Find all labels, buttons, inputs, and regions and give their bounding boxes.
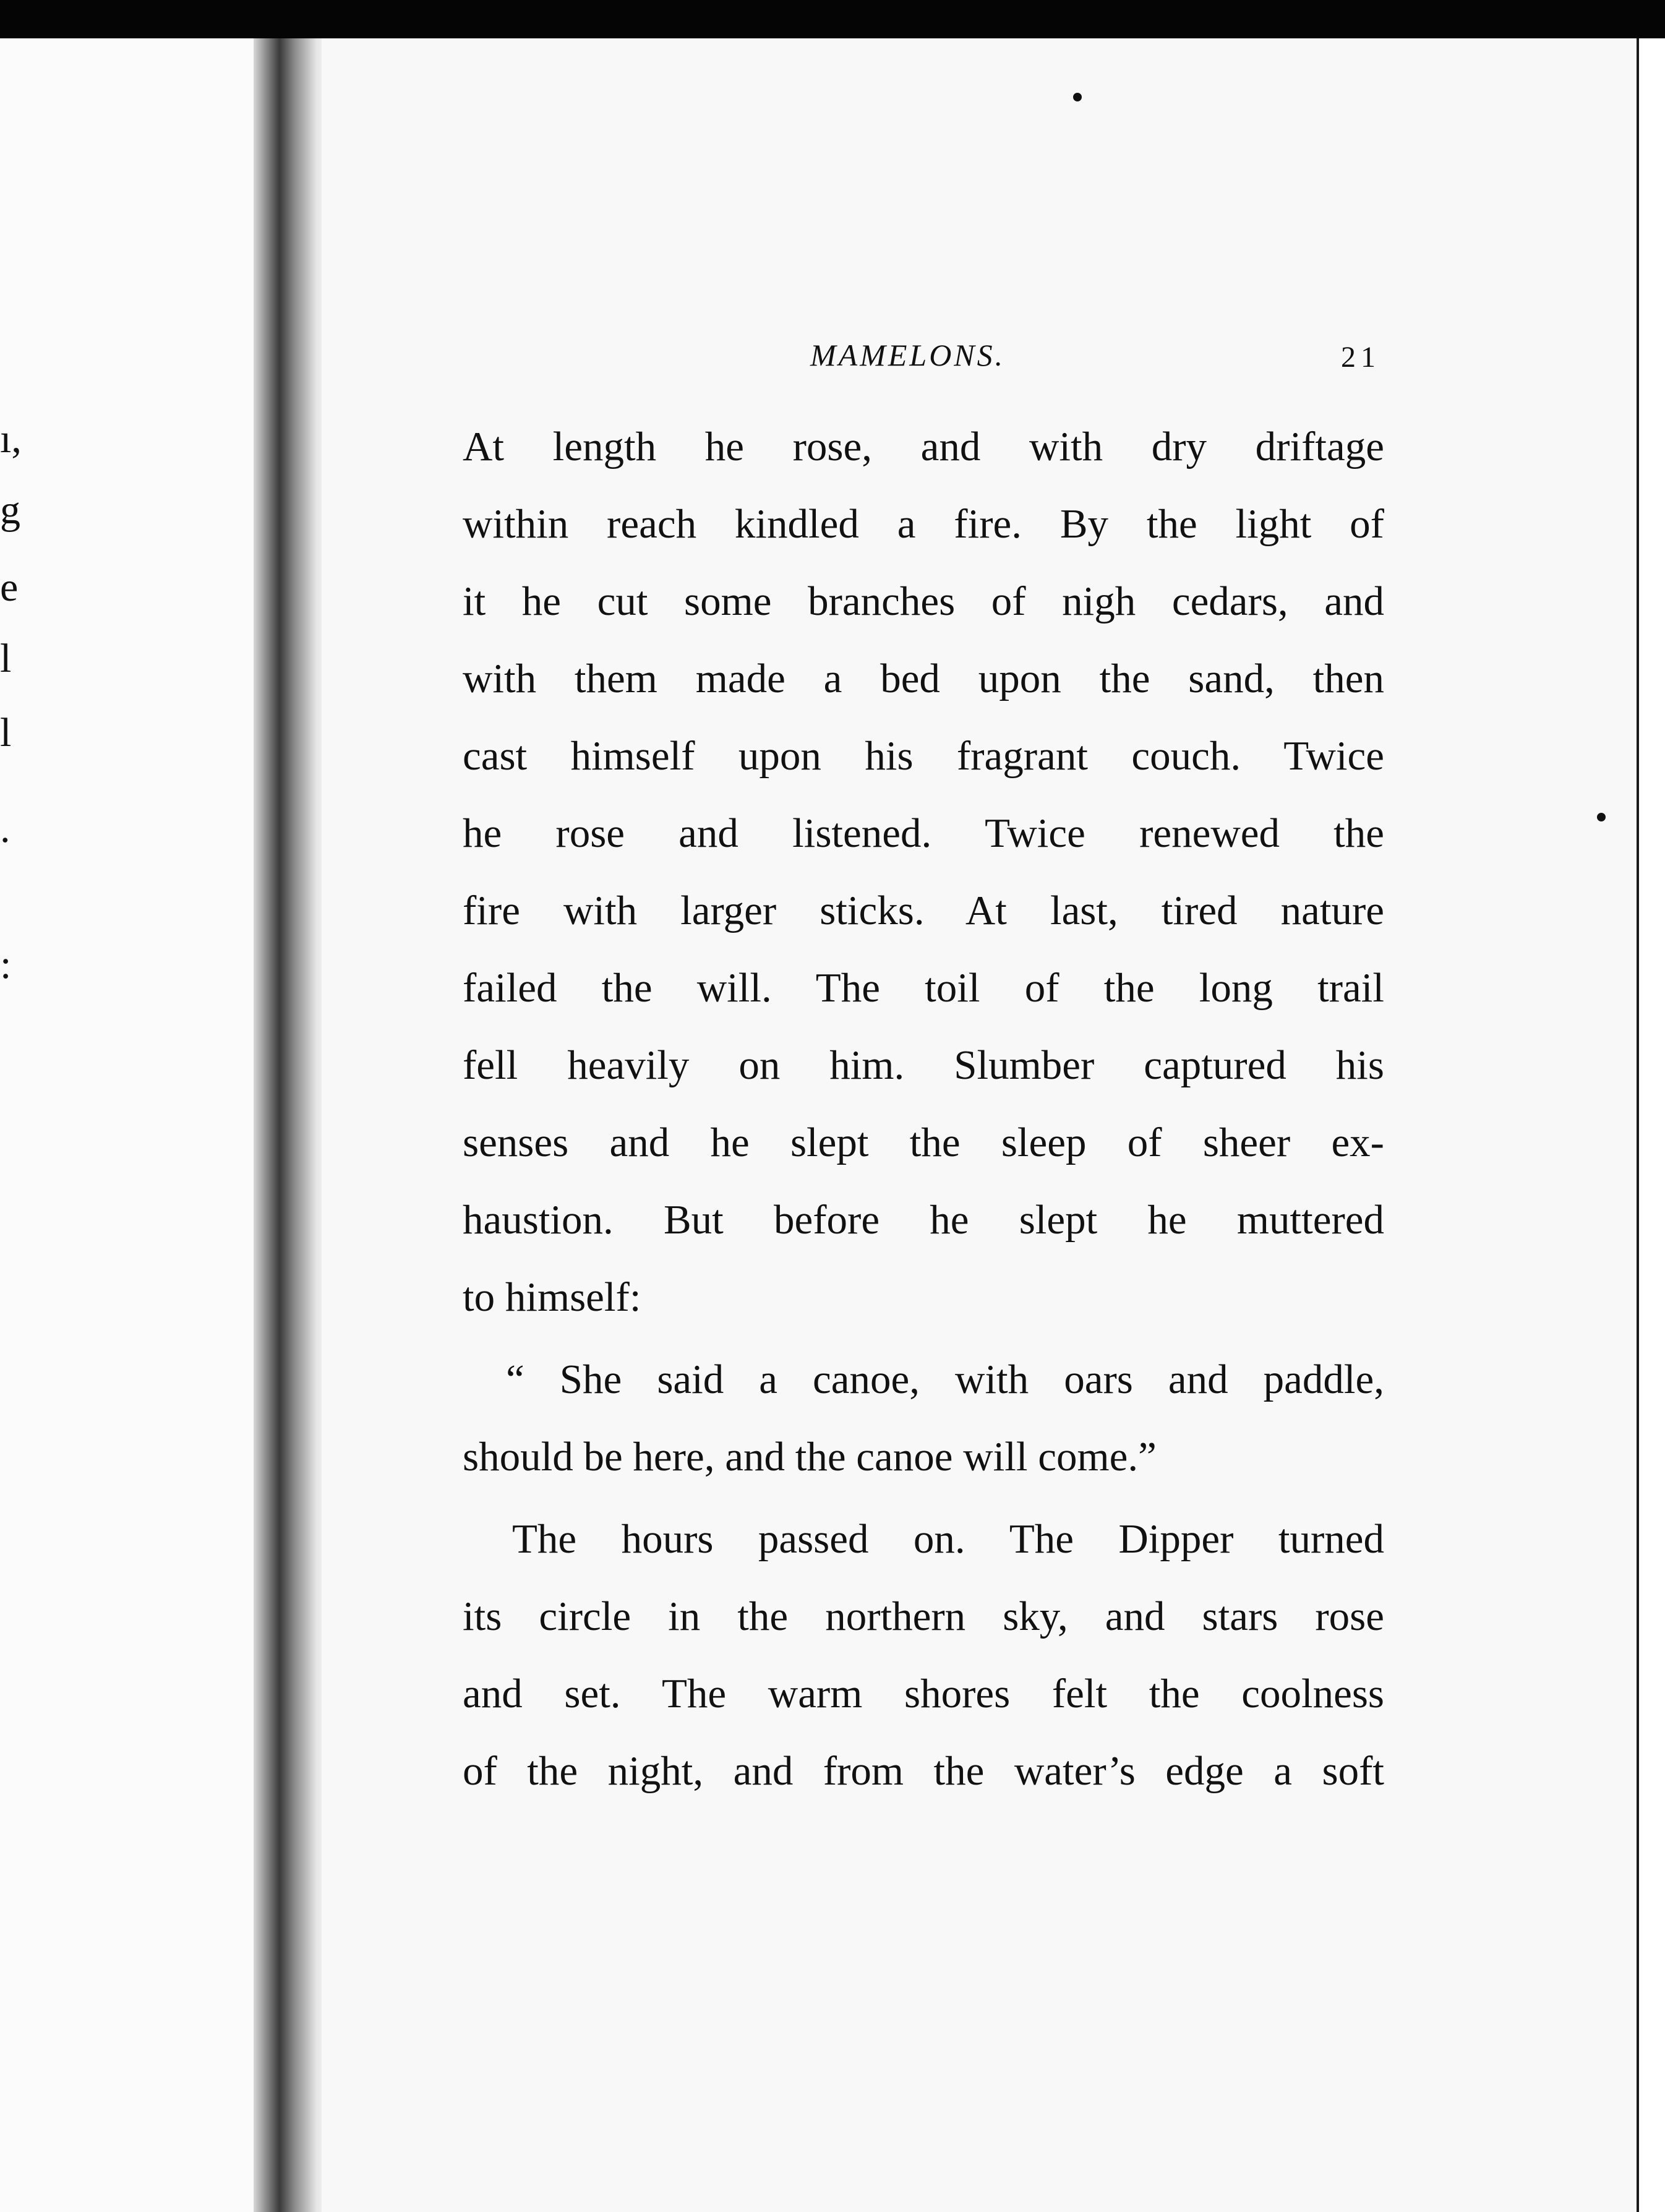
scan-speck — [1597, 813, 1606, 821]
text-line: he rose and listened. Twice renewed the — [463, 810, 1384, 856]
text-line: to himself: — [463, 1274, 641, 1320]
facing-page-char: l — [0, 636, 12, 681]
text-line: should be here, and the canoe will come.” — [463, 1434, 1157, 1480]
scan-speck — [1073, 93, 1082, 101]
facing-page-char: ı, — [0, 416, 22, 461]
text-line: it he cut some branches of nigh cedars, and — [463, 578, 1384, 624]
facing-page-char: g — [0, 487, 20, 533]
scan-top-border — [0, 0, 1665, 38]
facing-page-char: . — [0, 806, 11, 851]
text-line: fell heavily on him. Slumber captured his — [463, 1042, 1384, 1088]
facing-page-left — [0, 38, 260, 2212]
text-line: of the night, and from the water’s edge a soft — [463, 1748, 1384, 1794]
scan-right-edge — [1637, 38, 1665, 2212]
book-gutter-shadow — [254, 38, 328, 2212]
facing-page-char: : — [0, 942, 12, 987]
text-line: with them made a bed upon the sand, then — [463, 656, 1384, 701]
text-line: and set. The warm shores felt the coolness — [463, 1671, 1384, 1717]
text-line: cast himself upon his fragrant couch. Twice — [463, 733, 1384, 779]
text-line: haustion. But before he slept he muttered — [463, 1197, 1384, 1243]
text-line: fire with larger sticks. At last, tired nature — [463, 888, 1384, 933]
facing-page-char: e — [0, 565, 19, 610]
running-head: MAMELONS. — [810, 338, 1006, 372]
text-line: At length he rose, and with dry driftage — [463, 424, 1384, 469]
text-line: failed the will. The toil of the long trail — [463, 965, 1384, 1011]
page-number: 21 — [1341, 341, 1380, 374]
text-line: its circle in the northern sky, and stars rose — [463, 1593, 1384, 1639]
text-line: within reach kindled a fire. By the light of — [463, 501, 1384, 547]
text-line: senses and he slept the sleep of sheer ex- — [463, 1120, 1384, 1165]
text-line: “ She said a canoe, with oars and paddle, — [506, 1357, 1384, 1402]
body-text — [463, 408, 1384, 1810]
facing-page-char: l — [0, 710, 12, 755]
text-line: The hours passed on. The Dipper turned — [512, 1516, 1384, 1562]
